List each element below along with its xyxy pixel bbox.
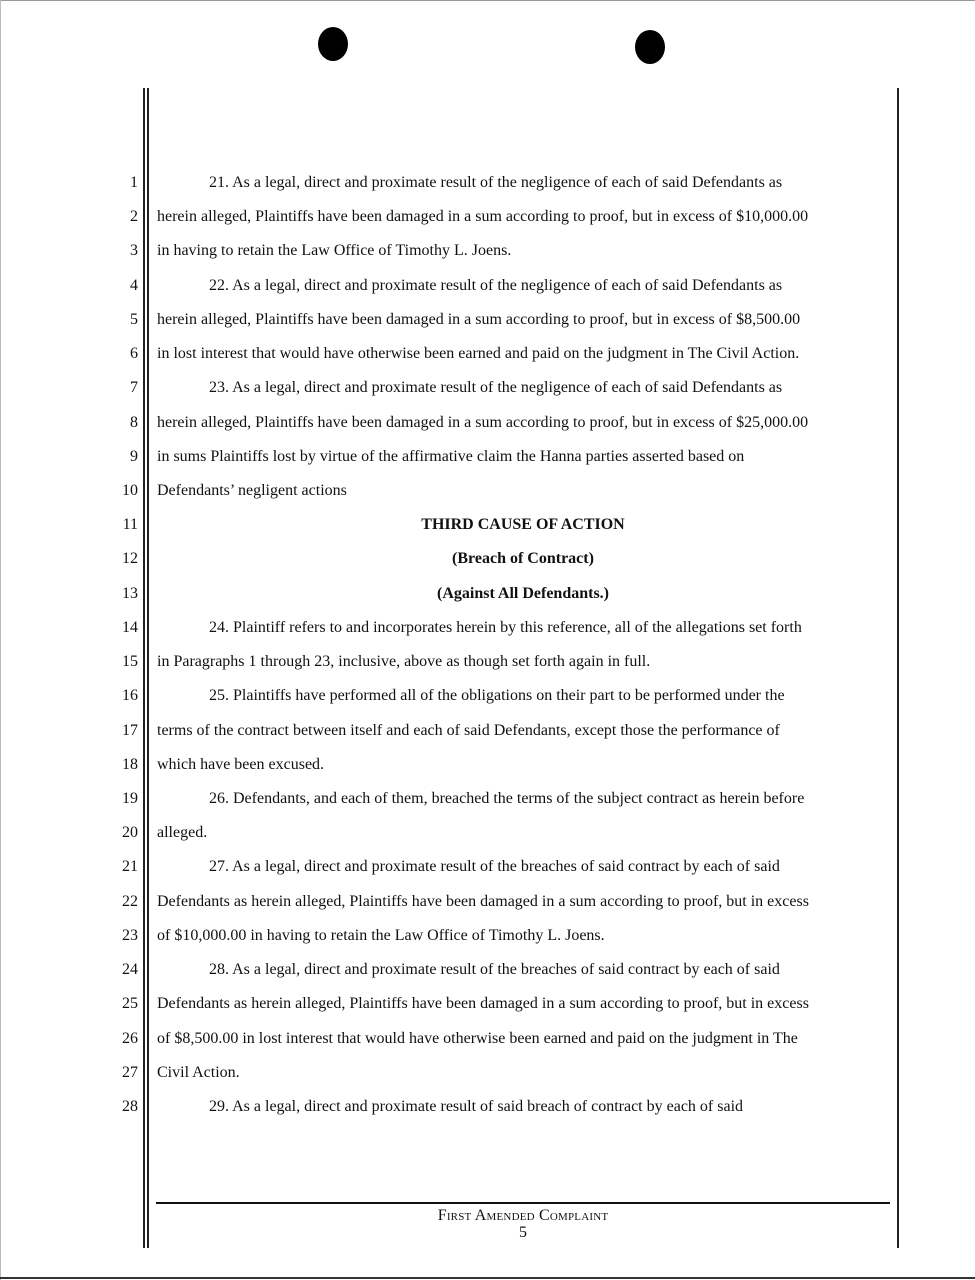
punch-hole-left [318, 27, 348, 61]
line-number: 3 [130, 242, 138, 259]
line-text: which have been excused. [157, 756, 325, 773]
line-number: 22 [122, 893, 138, 910]
line-text: of $10,000.00 in having to retain the Law Office of Timothy L. Joens. [157, 927, 605, 944]
section-heading: (Against All Defendants.) [436, 585, 609, 602]
line-text: Defendants’ negligent actions [157, 482, 347, 499]
line-text: in having to retain the Law Office of Timothy L. Joens. [157, 242, 512, 259]
line-text: 22. As a legal, direct and proximate result of the negligence of each of said Defendants as [209, 277, 783, 294]
section-heading: THIRD CAUSE OF ACTION [421, 516, 625, 533]
line-number: 2 [130, 208, 138, 225]
line-number: 13 [122, 585, 138, 602]
line-text: 25. Plaintiffs have performed all of the obligations on their part to be performed under the [209, 687, 785, 704]
left-margin-rule-inner [147, 88, 149, 1248]
line-text: 24. Plaintiff refers to and incorporates herein by this reference, all of the allegations set forth [209, 619, 802, 636]
line-number: 16 [122, 687, 138, 704]
line-number: 24 [122, 961, 138, 978]
left-margin-rule-outer [143, 88, 145, 1248]
line-text: herein alleged, Plaintiffs have been damaged in a sum according to proof, but in excess of $8,500.00 [157, 311, 801, 328]
line-text: in Paragraphs 1 through 23, inclusive, above as though set forth again in full. [157, 653, 651, 670]
line-text: 23. As a legal, direct and proximate result of the negligence of each of said Defendants as [209, 379, 783, 396]
line-number: 27 [122, 1064, 138, 1081]
page-edge-top [0, 0, 975, 1]
line-number: 6 [130, 345, 138, 362]
line-number: 9 [130, 448, 138, 465]
line-text: 26. Defendants, and each of them, breached the terms of the subject contract as herein before [209, 790, 805, 807]
page-edge-left [0, 0, 1, 1280]
line-number: 12 [122, 550, 138, 567]
line-number: 7 [130, 379, 138, 396]
line-number: 11 [122, 516, 138, 533]
footer-rule [156, 1202, 890, 1204]
page-edge-bottom [0, 1277, 975, 1279]
punch-hole-right [635, 30, 665, 64]
line-number: 23 [122, 927, 138, 944]
line-text: in lost interest that would have otherwise been earned and paid on the judgment in The Civil Action. [157, 345, 800, 362]
line-text: Defendants as herein alleged, Plaintiffs have been damaged in a sum according to proof, but in excess [157, 893, 809, 910]
line-number: 25 [122, 995, 138, 1012]
line-text: 29. As a legal, direct and proximate result of said breach of contract by each of said [209, 1098, 744, 1115]
line-number: 19 [122, 790, 138, 807]
line-number: 17 [122, 722, 138, 739]
line-number: 1 [130, 174, 138, 191]
line-number: 5 [130, 311, 138, 328]
line-number: 10 [122, 482, 138, 499]
line-text: 28. As a legal, direct and proximate result of the breaches of said contract by each of said [209, 961, 780, 978]
line-text: 27. As a legal, direct and proximate result of the breaches of said contract by each of said [209, 858, 780, 875]
line-text: Civil Action. [157, 1064, 240, 1081]
line-text: 21. As a legal, direct and proximate result of the negligence of each of said Defendants as [209, 174, 783, 191]
line-number: 28 [122, 1098, 138, 1115]
footer-title: First Amended Complaint [437, 1207, 609, 1224]
line-number: 15 [122, 653, 138, 670]
line-number: 20 [122, 824, 138, 841]
line-text: terms of the contract between itself and each of said Defendants, except those the performance of [157, 722, 780, 739]
line-number: 21 [122, 858, 138, 875]
line-text: in sums Plaintiffs lost by virtue of the affirmative claim the Hanna parties asserted based on [157, 448, 745, 465]
section-heading: (Breach of Contract) [452, 550, 594, 567]
line-number: 4 [130, 277, 138, 294]
line-text: of $8,500.00 in lost interest that would have otherwise been earned and paid on the judgment in The [157, 1030, 798, 1047]
line-number: 26 [122, 1030, 138, 1047]
line-text: herein alleged, Plaintiffs have been damaged in a sum according to proof, but in excess of $10,000.00 [157, 208, 809, 225]
line-number: 18 [122, 756, 138, 773]
line-text: Defendants as herein alleged, Plaintiffs have been damaged in a sum according to proof, but in excess [157, 995, 809, 1012]
line-number: 8 [130, 414, 138, 431]
line-text: alleged. [157, 824, 208, 841]
line-number: 14 [122, 619, 138, 636]
line-text: herein alleged, Plaintiffs have been damaged in a sum according to proof, but in excess of $25,000.00 [157, 414, 809, 431]
page-number: 5 [519, 1224, 527, 1241]
right-margin-rule [897, 88, 899, 1248]
